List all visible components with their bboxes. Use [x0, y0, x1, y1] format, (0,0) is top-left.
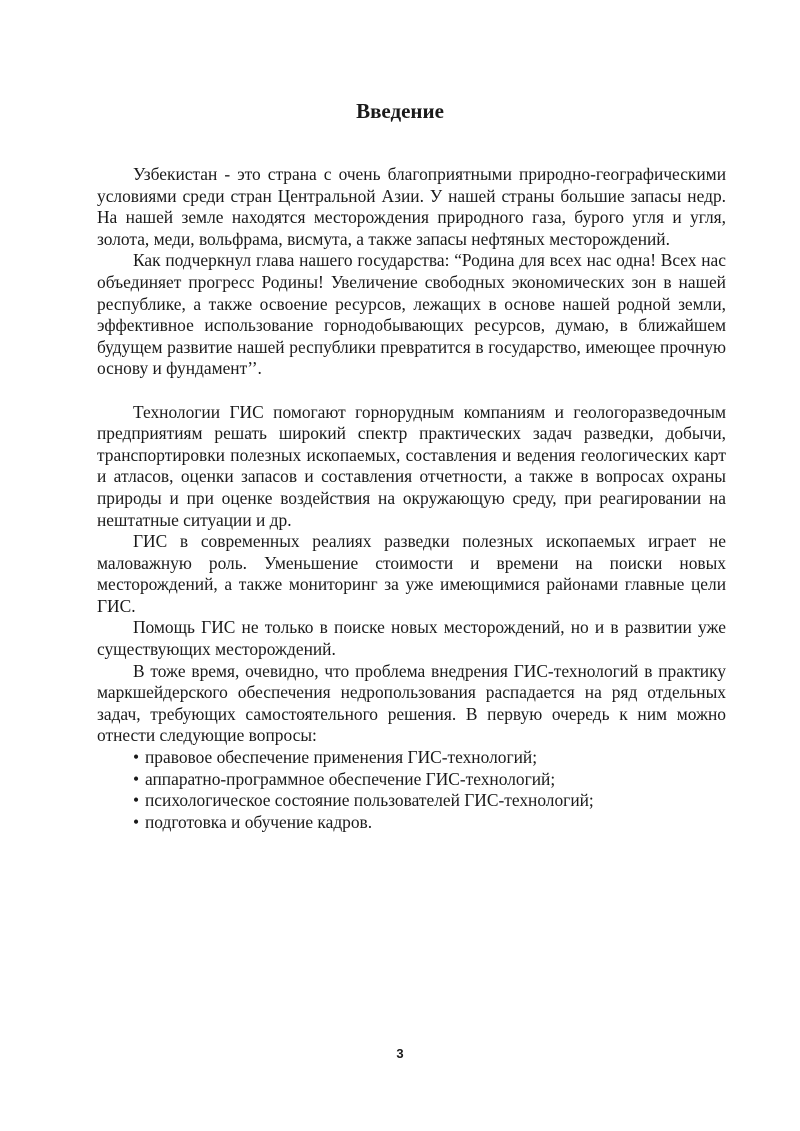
list-item-text: правовое обеспечение применения ГИС-технологий;	[145, 747, 538, 768]
bullet-icon: •	[133, 790, 140, 811]
paragraph-spacer	[97, 380, 726, 402]
list-item	[97, 769, 726, 791]
paragraph: Узбекистан - это страна с очень благоприятными природно-географическими условиями среди стран Центральной Азии. У нашей страны большие запасы недр. На нашей земле находятся месторождения природного газа, бурого угля и угля, золота, меди, вольфрама, висмута, а также запасы нефтяных месторождений.	[97, 164, 726, 249]
bullet-icon: •	[133, 747, 140, 768]
questions-list	[97, 747, 726, 833]
page-number: 3	[396, 1046, 404, 1061]
bullet-icon: •	[133, 811, 140, 832]
paragraph: Как подчеркнул глава нашего государства: “Родина для всех нас одна! Всех нас объединяет прогресс Родины! Увеличение свободных экономических зон в нашей республике, а также освоение ресурсов, лежащих в основе нашей родной земли, эффективное использование горнодобывающих ресурсов, думаю, в ближайшем будущем развитие нашей республики превратится в государство, имеющее прочную основу и фундамент’’.	[97, 250, 726, 379]
paragraph: Помощь ГИС не только в поиске новых месторождений, но и в развитии уже существующих месторождений.	[97, 617, 726, 660]
list-item	[97, 812, 726, 834]
paragraph: Технологии ГИС помогают горнорудным компаниям и геологоразведочным предприятиям решать широкий спектр практических задач разведки, добычи, транспортировки полезных ископаемых, составления и ведения геологических карт и атласов, оценки запасов и составления отчетности, а также в вопросах охраны природы и при оценке воздействия на окружающую среду, при реагировании на нештатные ситуации и др.	[97, 401, 726, 530]
list-item-text: психологическое состояние пользователей ГИС-технологий;	[145, 790, 594, 811]
page-title: Введение	[356, 99, 444, 123]
paragraph: В тоже время, очевидно, что проблема внедрения ГИС-технологий в практику маркшейдерского обеспечения недропользования распадается на ряд отдельных задач, требующих самостоятельного решения. В первую очередь к ним можно отнести следующие вопросы:	[97, 660, 726, 746]
list-item	[97, 747, 726, 769]
list-item-text: аппаратно-программное обеспечение ГИС-технологий;	[145, 768, 556, 789]
document-body	[97, 164, 726, 833]
list-item-text: подготовка и обучение кадров.	[145, 811, 373, 832]
list-item	[97, 790, 726, 812]
bullet-icon: •	[133, 768, 140, 789]
paragraph: ГИС в современных реалиях разведки полезных ископаемых играет не маловажную роль. Уменьшение стоимости и времени на поиски новых месторождений, а также мониторинг за уже имеющимися районами главные цели ГИС.	[97, 531, 726, 616]
